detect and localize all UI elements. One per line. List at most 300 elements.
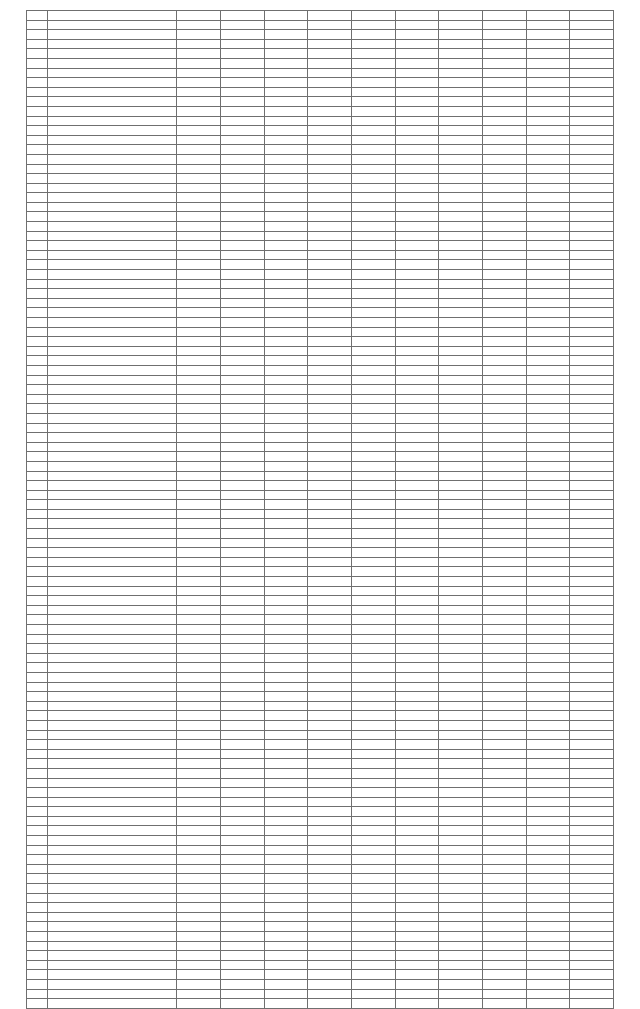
table-cell [395,605,439,615]
table-cell [27,327,48,337]
table-cell [439,145,483,155]
table-cell [439,423,483,433]
table-cell [526,701,570,711]
table-cell [48,912,177,922]
table-cell [308,116,352,126]
table-row [27,68,614,78]
table-cell [570,884,614,894]
table-cell [264,452,308,462]
table-cell [220,116,264,126]
table-cell [264,318,308,328]
table-cell [48,270,177,280]
table-cell [48,941,177,951]
table-row [27,672,614,682]
table-cell [220,605,264,615]
table-cell [439,346,483,356]
table-cell [220,941,264,951]
table-row [27,615,614,625]
table-cell [395,39,439,49]
table-cell [264,78,308,88]
table-cell [482,509,526,519]
table-cell [526,634,570,644]
table-cell [351,308,395,318]
table-cell [220,960,264,970]
table-cell [177,932,221,942]
table-cell [482,701,526,711]
table-cell [439,481,483,491]
table-cell [308,126,352,136]
table-cell [27,337,48,347]
table-cell [526,135,570,145]
table-cell [264,586,308,596]
table-cell [308,797,352,807]
table-row [27,960,614,970]
table-cell [308,135,352,145]
table-cell [48,586,177,596]
table-cell [439,97,483,107]
table-cell [220,164,264,174]
table-cell [395,87,439,97]
table-cell [351,951,395,961]
table-cell [27,413,48,423]
table-cell [220,78,264,88]
table-cell [27,452,48,462]
table-cell [177,241,221,251]
table-cell [177,768,221,778]
table-cell [526,989,570,999]
table-cell [308,893,352,903]
table-cell [570,634,614,644]
table-cell [308,346,352,356]
table-cell [526,768,570,778]
table-cell [264,135,308,145]
table-cell [395,433,439,443]
table-cell [27,605,48,615]
table-cell [177,711,221,721]
table-cell [177,653,221,663]
table-cell [395,864,439,874]
table-cell [177,39,221,49]
table-row [27,20,614,30]
table-cell [177,720,221,730]
table-cell [48,279,177,289]
table-row [27,442,614,452]
table-cell [395,768,439,778]
table-cell [308,759,352,769]
table-cell [439,874,483,884]
table-cell [482,941,526,951]
table-cell [48,855,177,865]
table-cell [220,720,264,730]
table-cell [220,778,264,788]
table-cell [27,375,48,385]
table-row [27,538,614,548]
table-cell [526,797,570,807]
table-cell [439,78,483,88]
table-cell [308,106,352,116]
table-cell [439,653,483,663]
table-cell [27,346,48,356]
table-cell [439,337,483,347]
table-cell [526,960,570,970]
table-cell [264,711,308,721]
table-cell [395,327,439,337]
table-cell [570,174,614,184]
table-cell [395,375,439,385]
table-cell [482,903,526,913]
table-cell [482,979,526,989]
table-cell [177,979,221,989]
table-cell [570,318,614,328]
table-cell [264,87,308,97]
table-cell [482,193,526,203]
table-cell [220,318,264,328]
table-cell [351,634,395,644]
table-cell [482,596,526,606]
table-cell [395,145,439,155]
table-cell [308,39,352,49]
table-cell [482,164,526,174]
table-cell [264,298,308,308]
table-cell [526,826,570,836]
table-cell [27,788,48,798]
table-cell [526,174,570,184]
table-cell [526,999,570,1009]
table-cell [439,970,483,980]
table-cell [439,797,483,807]
table-cell [439,11,483,21]
table-cell [177,826,221,836]
table-cell [395,11,439,21]
table-cell [177,97,221,107]
table-cell [264,912,308,922]
table-cell [482,471,526,481]
table-cell [220,816,264,826]
table-cell [351,653,395,663]
table-cell [264,922,308,932]
table-cell [264,30,308,40]
table-cell [439,912,483,922]
table-cell [570,720,614,730]
table-row [27,634,614,644]
table-cell [220,97,264,107]
table-cell [220,49,264,59]
table-cell [351,749,395,759]
table-cell [220,30,264,40]
table-cell [48,816,177,826]
table-cell [264,394,308,404]
table-cell [264,519,308,529]
table-cell [48,145,177,155]
table-cell [526,404,570,414]
table-cell [570,816,614,826]
table-cell [351,87,395,97]
table-cell [482,58,526,68]
table-row [27,951,614,961]
table-cell [570,308,614,318]
table-cell [351,78,395,88]
table-row [27,941,614,951]
table-cell [264,941,308,951]
table-cell [264,893,308,903]
table-cell [526,193,570,203]
table-cell [27,11,48,21]
table-row [27,145,614,155]
table-cell [264,202,308,212]
table-cell [48,394,177,404]
table-cell [27,116,48,126]
table-cell [570,567,614,577]
table-cell [570,874,614,884]
table-cell [48,212,177,222]
table-cell [395,231,439,241]
table-cell [351,145,395,155]
table-cell [395,97,439,107]
table-row [27,87,614,97]
table-cell [439,788,483,798]
table-row [27,682,614,692]
table-cell [395,519,439,529]
table-cell [570,145,614,155]
table-cell [570,672,614,682]
table-cell [48,922,177,932]
table-cell [482,394,526,404]
table-cell [526,241,570,251]
table-cell [526,413,570,423]
table-cell [526,78,570,88]
table-cell [27,318,48,328]
table-cell [395,250,439,260]
table-cell [351,826,395,836]
table-cell [177,759,221,769]
table-cell [482,106,526,116]
table-cell [351,164,395,174]
table-cell [570,183,614,193]
table-cell [264,730,308,740]
table-cell [264,932,308,942]
table-cell [220,999,264,1009]
table-cell [351,836,395,846]
table-row [27,193,614,203]
table-cell [48,960,177,970]
table-cell [395,106,439,116]
table-cell [220,951,264,961]
table-row [27,241,614,251]
table-row [27,222,614,232]
table-cell [48,241,177,251]
table-cell [351,567,395,577]
table-cell [308,78,352,88]
table-cell [351,672,395,682]
table-cell [395,413,439,423]
table-cell [264,768,308,778]
table-cell [570,778,614,788]
table-cell [482,250,526,260]
table-cell [27,653,48,663]
table-row [27,135,614,145]
table-cell [526,836,570,846]
table-cell [439,701,483,711]
table-row [27,912,614,922]
table-cell [48,135,177,145]
table-cell [439,106,483,116]
table-cell [482,989,526,999]
table-cell [27,903,48,913]
table-cell [351,279,395,289]
table-cell [264,596,308,606]
table-cell [220,193,264,203]
table-cell [220,989,264,999]
table-cell [264,557,308,567]
table-cell [177,126,221,136]
table-cell [439,375,483,385]
table-cell [439,394,483,404]
table-cell [439,932,483,942]
table-cell [351,615,395,625]
table-cell [27,951,48,961]
table-cell [351,250,395,260]
table-cell [264,164,308,174]
table-cell [570,989,614,999]
table-cell [48,193,177,203]
table-cell [482,816,526,826]
table-cell [570,826,614,836]
table-cell [439,768,483,778]
table-cell [177,605,221,615]
table-cell [308,615,352,625]
table-cell [220,711,264,721]
table-cell [395,260,439,270]
table-cell [439,682,483,692]
table-cell [177,500,221,510]
table-cell [439,951,483,961]
table-cell [220,759,264,769]
table-cell [526,183,570,193]
table-cell [482,433,526,443]
table-cell [570,39,614,49]
table-cell [27,97,48,107]
table-cell [482,826,526,836]
table-row [27,826,614,836]
table-cell [570,193,614,203]
table-cell [177,404,221,414]
table-cell [526,557,570,567]
table-cell [220,893,264,903]
table-cell [395,116,439,126]
table-cell [482,365,526,375]
table-cell [264,423,308,433]
table-cell [48,864,177,874]
table-cell [395,893,439,903]
table-cell [27,58,48,68]
table-cell [220,529,264,539]
table-cell [395,346,439,356]
table-cell [482,922,526,932]
table-cell [308,394,352,404]
table-cell [48,509,177,519]
table-cell [570,509,614,519]
table-cell [351,979,395,989]
table-row [27,49,614,59]
table-cell [570,346,614,356]
table-cell [395,788,439,798]
table-cell [308,471,352,481]
table-cell [308,308,352,318]
table-cell [48,97,177,107]
table-cell [570,442,614,452]
table-cell [351,126,395,136]
table-cell [177,644,221,654]
table-cell [439,164,483,174]
table-cell [439,260,483,270]
table-cell [220,308,264,318]
table-cell [395,625,439,635]
table-cell [220,298,264,308]
table-cell [526,461,570,471]
table-cell [27,816,48,826]
table-cell [48,663,177,673]
table-cell [177,634,221,644]
table-cell [264,634,308,644]
table-cell [439,864,483,874]
table-cell [439,385,483,395]
table-cell [27,711,48,721]
table-row [27,490,614,500]
table-cell [526,49,570,59]
table-cell [570,711,614,721]
table-cell [526,903,570,913]
table-row [27,893,614,903]
table-cell [27,365,48,375]
table-row [27,116,614,126]
table-cell [48,730,177,740]
table-row [27,433,614,443]
table-row [27,318,614,328]
table-cell [177,557,221,567]
table-cell [482,241,526,251]
table-cell [177,68,221,78]
table-row [27,557,614,567]
table-cell [526,932,570,942]
table-cell [27,442,48,452]
table-cell [308,740,352,750]
table-cell [526,222,570,232]
table-cell [27,586,48,596]
table-cell [48,749,177,759]
table-cell [482,519,526,529]
table-cell [48,365,177,375]
table-cell [220,39,264,49]
table-cell [395,154,439,164]
table-cell [395,759,439,769]
table-cell [220,538,264,548]
table-row [27,365,614,375]
table-cell [439,979,483,989]
table-cell [27,78,48,88]
table-cell [308,999,352,1009]
table-cell [482,807,526,817]
table-cell [308,855,352,865]
table-cell [395,720,439,730]
table-cell [308,778,352,788]
table-cell [395,202,439,212]
table-cell [351,327,395,337]
table-cell [395,509,439,519]
table-cell [27,615,48,625]
table-cell [264,970,308,980]
table-cell [570,979,614,989]
table-row [27,989,614,999]
